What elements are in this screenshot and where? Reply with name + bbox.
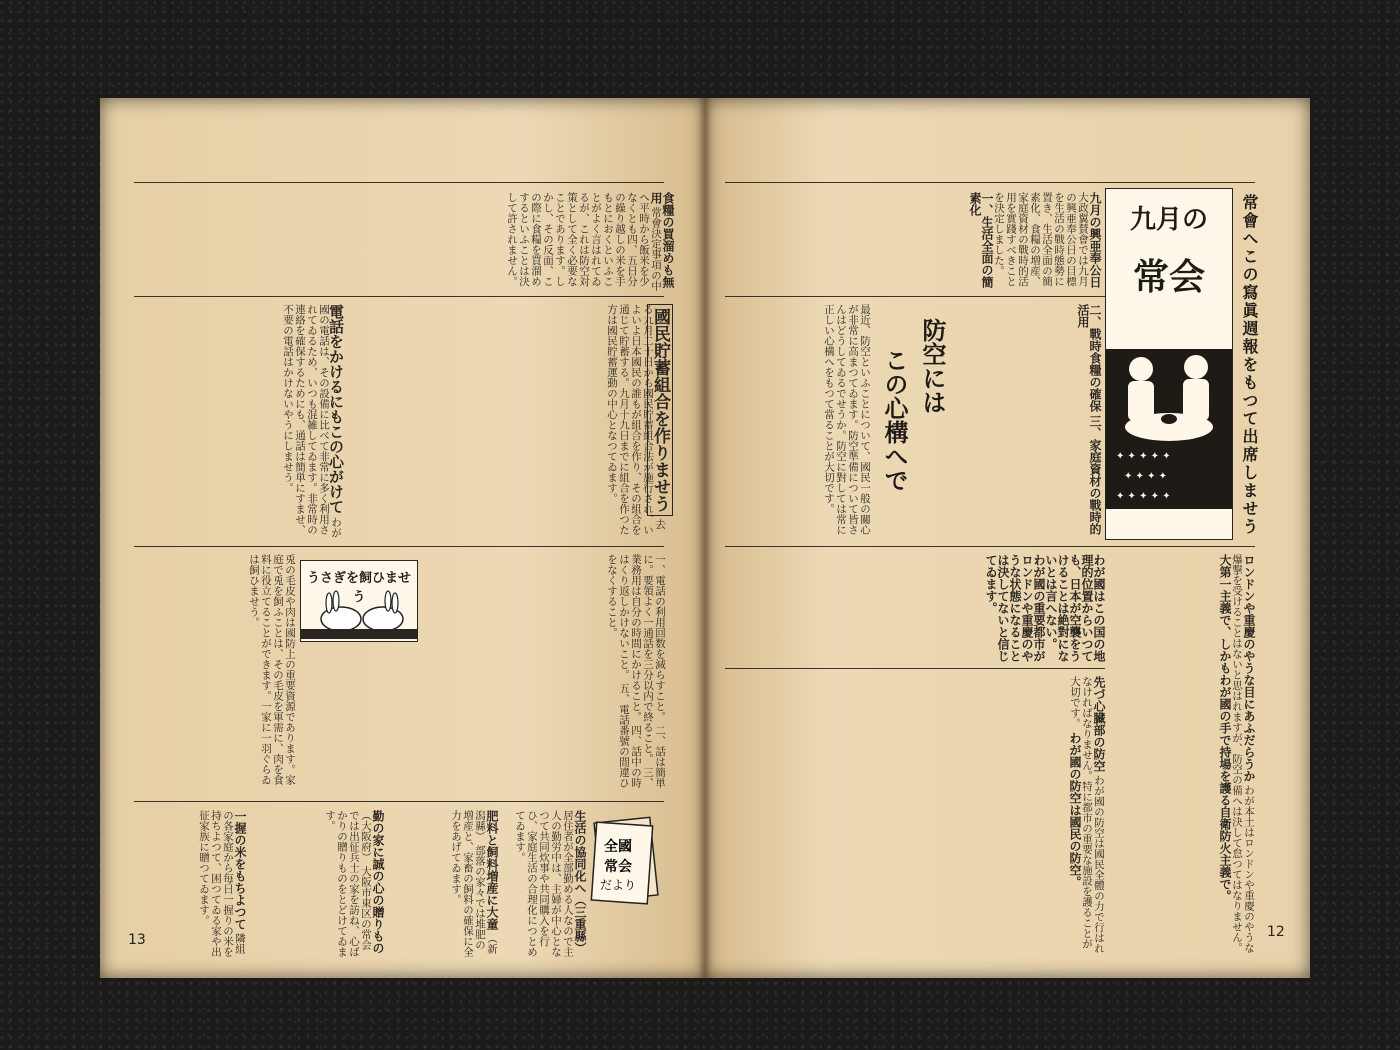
rabbit-banner [300,560,418,642]
svg-text:✦ ✦ ✦ ✦: ✦ ✦ ✦ ✦ [1124,471,1168,482]
item-2: 二、戰時食糧の確保 [1088,304,1102,412]
right-lower-rule [725,668,1105,669]
zenkoku-badge [590,814,662,914]
article-hearts-heading: 勤の家に誠の心の贈りもの [371,810,385,954]
article-phone-text: わが國の電話は、その設備に比べて非常に多く利用されてゐるため、いつも混雑してゐます。非常時の連絡を確保するためにも、通話は簡単にすませ、不要の電話はかけないやうにしませう。 [282,304,342,539]
article-savings [350,304,670,540]
big-title-line-2: 常会 [1132,257,1205,298]
article-fertilizer-text: 部落の家々では堆肥の増産と、家畜の飼料の確保に全力をあげてゐます。 [450,810,486,957]
title-illustration [1105,188,1233,540]
article-hearts [250,810,384,960]
highlight-line-3: わが國の防空は國民の防空。 [1068,731,1082,888]
article-phone [134,304,345,540]
article-koua [725,192,1101,292]
article-shokubu [725,676,1105,956]
item-1: 一、生活全面の簡素化 [968,192,994,288]
article-rabbit-text: 兎の毛皮や肉は國防上の重要資源であります。家庭で兎を飼ふことは、その毛皮を軍需に、肉を食料に役立てることができます。一家に一羽ぐらゐは飼ひませう。 [248,554,296,785]
right-top-rule [725,182,1255,183]
article-onegrain-text: 隣組の各家庭から毎日一握りの米を持ちよつて、困つてゐる家や出征家族に贈つてゐます。 [198,810,246,957]
article-cooperation [504,810,586,960]
right-middle-rule [725,546,1255,547]
highlight-block [855,554,1105,662]
article-fertilizer-heading: 肥料と飼料増産に大童 [485,810,499,930]
top-rule [134,182,664,183]
bouku-heading-1: 防空には [918,318,946,414]
magazine-spread [100,98,1310,978]
numbered-item-5: 五、電話番號の間違ひをなくすること。 [606,554,630,789]
right-middle-rule-upper [725,296,1105,297]
big-title-line-1: 九月の [1129,205,1208,235]
article-rice-heading: 食糧の買溜めも無用 [649,192,675,288]
article-cooperation-heading: 生活の協同化へ（三重縣） [573,810,587,954]
article-numbered [420,554,666,794]
article-hearts-text: 大阪市東区の常会では出征兵士の家を訪ね、心ばかりの贈りものをとどけてゐます。 [324,810,372,957]
zenkoku-line-2: 常会 [604,859,632,875]
numbered-item-1: 一、電話の利用回数を減らすこと。 [654,554,666,722]
article-london-text: わが本土はロンドンや重慶のやうな爆撃を受けることはないと思はれますが、防空の備へは決して怠つてはなりません。 [1231,554,1255,954]
article-phone-heading: 電話をかけるにもこの心がけて [327,304,345,514]
article-shokubu-text: わが國の防空は國民全體の力で行はれなければなりません。特に都市の重要な施設を護ることが大切です。 [1069,676,1105,954]
article-rabbit [134,554,296,794]
svg-text:✦ ✦ ✦ ✦ ✦: ✦ ✦ ✦ ✦ ✦ [1116,491,1171,502]
meeting-illustration [1106,309,1232,529]
article-onegrain-heading: 一握の米をもちよつて [233,810,247,930]
article-london-heading: ロンドンや重慶のやうな目にあふだらうか [1242,554,1256,782]
article-bouku-text: 最近、防空といふことについて、國民一般の關心が非常に高まつてゐます。防空準備について皆さんはどうしてゐるでせうか。防空に對しては常に正しい心構へをもつて當ることが大切です。 [823,304,871,535]
article-bouku [725,304,871,540]
zenkoku-line-3: だより [600,878,637,892]
lower-rule [134,801,664,802]
article-shokubu-heading: 先づ心臓部の防空 [1092,676,1106,772]
binding-gutter [698,98,712,978]
left-page [100,98,705,978]
rabbit-banner-title: うさぎを飼ひませう [306,571,411,605]
vertical-title: 常會へこの寫眞週報をもつて出席しませう [1240,194,1259,536]
item-3: 三、家庭資材の戰時的活用 [1076,304,1102,536]
page-number-left: 13 [128,932,146,948]
article-cooperation-text: 居住者が全部勤める人なので主人の勤労中は、主婦が中心となつて共同炊事や共同購入を行ひ、家庭生活の合理化につとめてゐます。 [514,810,574,957]
article-items [995,304,1101,540]
article-onegrain [134,810,246,960]
middle-rule [134,546,664,547]
article-fertilizer [390,810,498,960]
bouku-heading-2: この心構へで [880,348,908,492]
article-rice [174,192,674,292]
article-koua-text: 大政翼賛會では九月の興亜奉公日の目標を生活の戰時態勢に置き、生活全面の簡素化、食糧の増産、家庭資材の戰時的活用を實踐すべきことを決定しました。 [993,192,1089,287]
rabbit-illustration [301,589,417,639]
right-page [705,98,1310,978]
article-savings-text: 去る九月二十日から國民貯蓄組合法が施行され、いよいよ日本國民の誰もが組合を作り、その組合を通じて貯蓄する。九月十九日までに組合を作つた方は國民貯蓄運動の中心となつてゐます。 [606,304,666,535]
highlight-line-2: わが國の重要都市がロンドンや重慶のやうな状態になることは決してないと信じてゐます。 [984,554,1046,662]
article-london [1109,554,1255,954]
article-savings-heading: 國民貯蓄組合を作りませう [647,304,673,516]
article-rice-text: 常會決定事項の中へ平時から飯米を少なくとも四、五日分の繰り越しの米を手もとにおくといふことがよく言はれてゐるが、これは防空対策として全く必要なことであります。しかし、その反面、この際に食糧を買溜めするといふことは決して許されません。 [506,192,662,292]
numbered-item-4: 四、話中の時はくり返しかけないこと。 [618,554,642,789]
article-koua-heading: 九月の興亜奉公日 [1088,192,1102,288]
svg-text:✦ ✦ ✦ ✦ ✦: ✦ ✦ ✦ ✦ ✦ [1116,451,1171,462]
page-number-right: 12 [1267,924,1285,940]
article-hearts-sub: （大阪府） [360,810,372,863]
highlight-line-4: 大第一主義で、しかもわが國の手で持場を護る自衛防火主義で。 [1218,554,1232,902]
zenkoku-line-1: 全國 [604,839,632,855]
highlight-line-1: わが國はこの国の地理的位置からいつても、日本が空襲をうけることは絶對にないとは言へない。 [1044,554,1106,662]
middle-rule-upper [134,296,664,297]
article-fertilizer-sub: （新潟縣） [474,810,498,955]
numbered-item-2: 二、話は簡単に。要領よく一通話を三分以内で終ること。 [642,554,666,789]
numbered-item-3: 三、業務用は自分の時間にかけること。 [630,554,654,789]
